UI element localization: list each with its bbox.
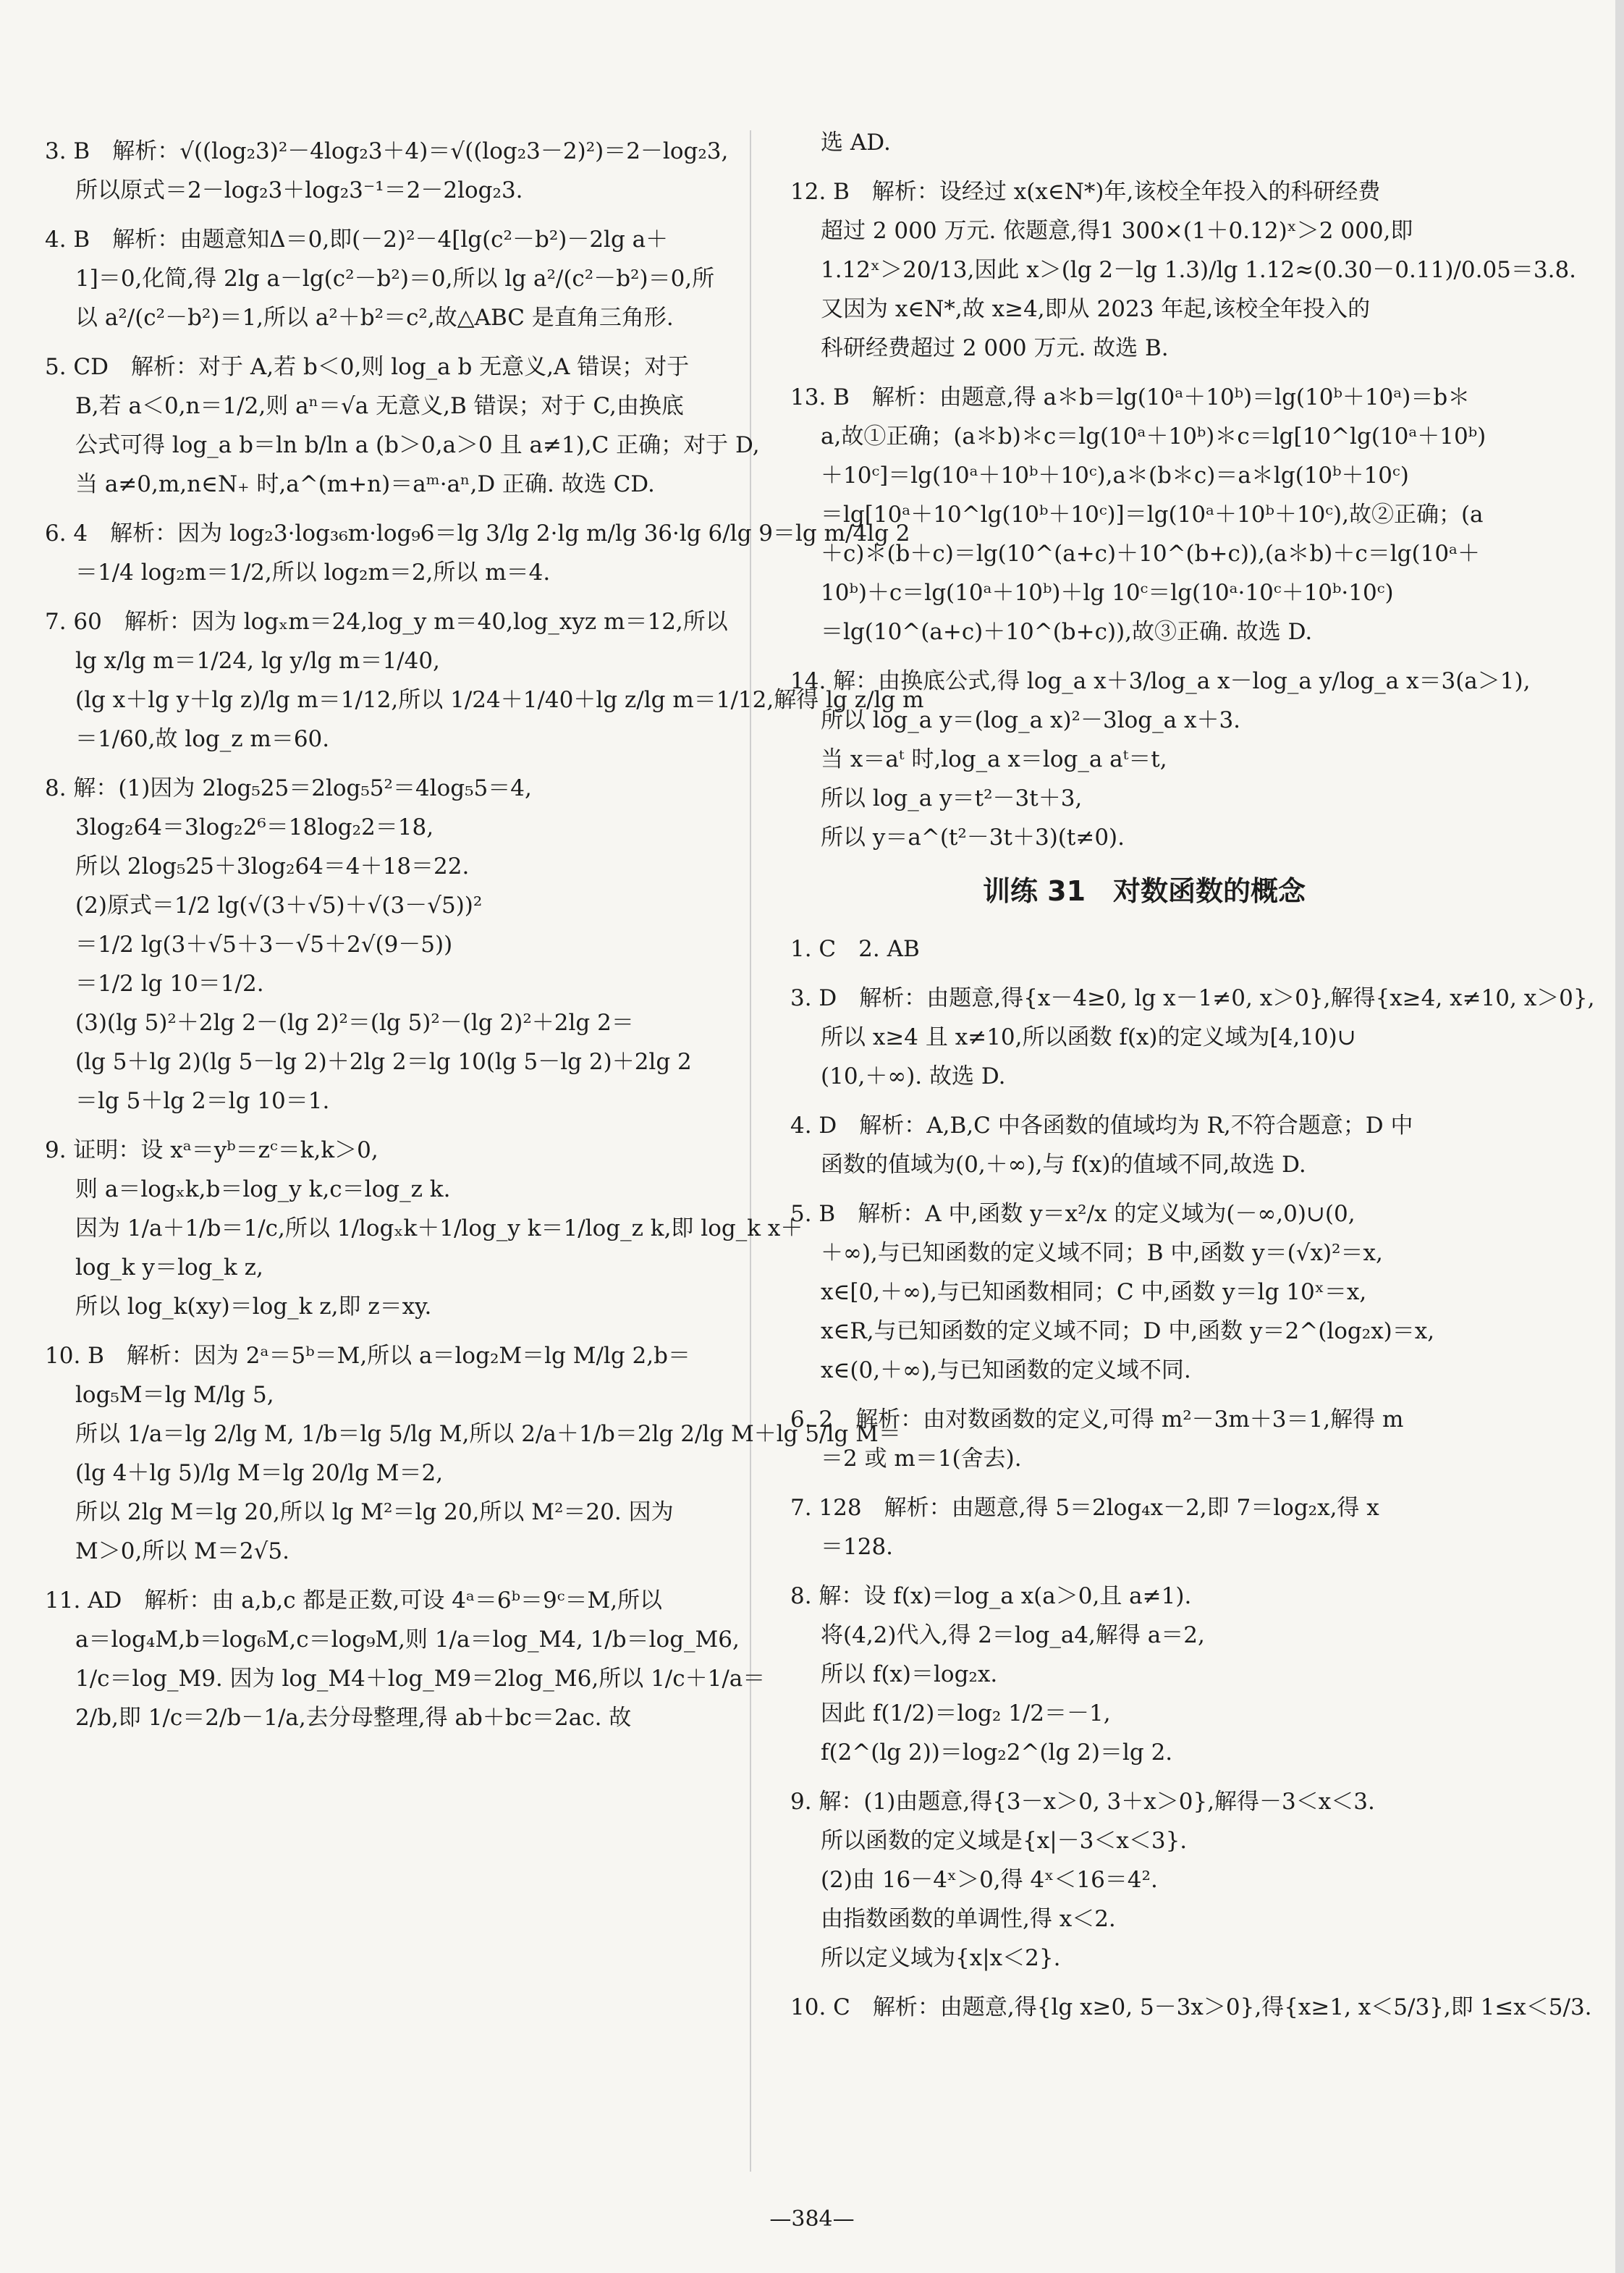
- answer-line: 所以 log_a y＝t²－3t＋3,: [821, 785, 1083, 811]
- answer-line: 所以 log_a y＝(log_a x)²－3log_a x＋3.: [821, 707, 1241, 733]
- answer-item-start: 5. B 解析：A 中,函数 y＝x²/x 的定义域为(－∞,0)∪(0,: [790, 1201, 1356, 1227]
- answer-line: ＝lg[10ᵃ＋10^lg(10ᵇ＋10ᶜ)]＝lg(10ᵃ＋10ᵇ＋10ᶜ),故②正确；(a: [821, 502, 1484, 528]
- answer-line: 所以 2log₅25＋3log₂64＝4＋18＝22.: [75, 853, 470, 880]
- answer-item-start: 4. D 解析：A,B,C 中各函数的值域均为 R,不符合题意；D 中: [790, 1113, 1413, 1139]
- answer-line: 1.12ˣ＞20/13,因此 x＞(lg 2－lg 1.3)/lg 1.12≈(0.30－0.11)/0.05＝3.8.: [821, 257, 1577, 283]
- answer-line: 所以原式＝2－log₂3＋log₂3⁻¹＝2－2log₂3.: [75, 177, 523, 203]
- answer-line: (lg 5＋lg 2)(lg 5－lg 2)＋2lg 2＝lg 10(lg 5－lg 2)＋2lg 2: [75, 1049, 692, 1075]
- answer-line: 1/c＝log_M9. 因为 log_M4＋log_M9＝2log_M6,所以 1/c＋1/a＝: [75, 1666, 766, 1692]
- answer-line: x∈R,与已知函数的定义域不同；D 中,函数 y＝2^(log₂x)＝x,: [821, 1318, 1435, 1344]
- answer-line: ＋c)＊(b＋c)＝lg(10^(a+c)＋10^(b+c)),(a＊b)＋c＝lg(10ᵃ＋: [821, 541, 1481, 567]
- answer-item-start: 9. 解：(1)由题意,得{3－x＞0, 3＋x＞0},解得－3＜x＜3.: [790, 1789, 1375, 1815]
- answer-line: 所以函数的定义域是{x|－3＜x＜3}.: [821, 1828, 1188, 1854]
- answer-line: B,若 a＜0,n＝1/2,则 aⁿ＝√a 无意义,B 错误；对于 C,由换底: [75, 393, 684, 419]
- answer-item-start: 9. 证明：设 xᵃ＝yᵇ＝zᶜ＝k,k＞0,: [45, 1137, 378, 1163]
- answer-line: ＝128.: [821, 1534, 894, 1560]
- answer-line: (lg x＋lg y＋lg z)/lg m＝1/12,所以 1/24＋1/40＋lg z/lg m＝1/12,解得 lg z/lg m: [75, 687, 924, 713]
- answer-line: x∈[0,＋∞),与已知函数相同；C 中,函数 y＝lg 10ˣ＝x,: [821, 1279, 1367, 1305]
- answer-line: ＋∞),与已知函数的定义域不同；B 中,函数 y＝(√x)²＝x,: [821, 1240, 1383, 1266]
- answer-line: ＝lg(10^(a+c)＋10^(b+c)),故③正确. 故选 D.: [821, 619, 1313, 645]
- answer-line: M＞0,所以 M＝2√5.: [75, 1538, 289, 1564]
- answer-line: log_k y＝log_k z,: [75, 1254, 263, 1281]
- answer-line: (lg 4＋lg 5)/lg M＝lg 20/lg M＝2,: [75, 1460, 444, 1486]
- answer-line: 所以 log_k(xy)＝log_k z,即 z＝xy.: [75, 1294, 432, 1320]
- answer-line: a,故①正确；(a＊b)＊c＝lg(10ᵃ＋10ᵇ)＊c＝lg[10^lg(10ᵃ＋10ᵇ): [821, 423, 1486, 450]
- answer-item-start: 4. B 解析：由题意知Δ＝0,即(－2)²－4[lg(c²－b²)－2lg a＋: [45, 227, 669, 253]
- answer-line: ＝1/60,故 log_z m＝60.: [75, 726, 330, 752]
- answer-line: (2)由 16－4ˣ＞0,得 4ˣ＜16＝4².: [821, 1867, 1158, 1893]
- answer-line: lg x/lg m＝1/24, lg y/lg m＝1/40,: [75, 648, 440, 674]
- answer-item-start: 6. 4 解析：因为 log₂3·log₃₆m·log₉6＝lg 3/lg 2·lg m/lg 36·lg 6/lg 9＝lg m/4lg 2: [45, 520, 910, 547]
- answer-line: 科研经费超过 2 000 万元. 故选 B.: [821, 335, 1169, 361]
- answer-item-start: 5. CD 解析：对于 A,若 b＜0,则 log_a b 无意义,A 错误；对于: [45, 354, 690, 380]
- answer-item-start: 3. D 解析：由题意,得{x－4≥0, lg x－1≠0, x＞0},解得{x≥4, x≠10, x＞0},: [790, 985, 1595, 1011]
- answer-item-start: 6. 2 解析：由对数函数的定义,可得 m²－3m＋3＝1,解得 m: [790, 1407, 1404, 1433]
- page-edge: [1615, 0, 1624, 2273]
- answer-line: 则 a＝logₓk,b＝log_y k,c＝log_z k.: [75, 1176, 451, 1202]
- answer-line: 所以 y＝a^(t²－3t＋3)(t≠0).: [821, 825, 1125, 851]
- answer-line: f(2^(lg 2))＝log₂2^(lg 2)＝lg 2.: [821, 1739, 1173, 1766]
- answer-line: (10,＋∞). 故选 D.: [821, 1063, 1006, 1089]
- answer-line: 又因为 x∈N*,故 x≥4,即从 2023 年起,该校全年投入的: [821, 296, 1371, 322]
- answer-line: ＝2 或 m＝1(舍去).: [821, 1446, 1022, 1472]
- answer-line: x∈(0,＋∞),与已知函数的定义域不同.: [821, 1357, 1191, 1383]
- right-column: [790, 123, 1595, 2027]
- answer-line: 1]＝0,化简,得 2lg a－lg(c²－b²)＝0,所以 lg a²/(c²－b²)＝0,所: [75, 266, 715, 292]
- answer-line: 所以 1/a＝lg 2/lg M, 1/b＝lg 5/lg M,所以 2/a＋1/b＝2lg 2/lg M＋lg 5/lg M＝: [75, 1421, 901, 1447]
- answer-line: 2/b,即 1/c＝2/b－1/a,去分母整理,得 ab＋bc＝2ac. 故: [75, 1705, 632, 1731]
- answer-line: ＝1/2 lg 10＝1/2.: [75, 971, 264, 997]
- answer-item-start: 8. 解：设 f(x)＝log_a x(a＞0,且 a≠1).: [790, 1583, 1192, 1609]
- answer-item-start: 14. 解：由换底公式,得 log_a x＋3/log_a x－log_a y/log_a x＝3(a＞1),: [790, 668, 1531, 694]
- answer-item-start: 10. B 解析：因为 2ᵃ＝5ᵇ＝M,所以 a＝log₂M＝lg M/lg 2,b＝: [45, 1343, 690, 1369]
- answer-line: ＋10ᶜ]＝lg(10ᵃ＋10ᵇ＋10ᶜ),a＊(b＊c)＝a＊lg(10ᵇ＋10ᶜ): [821, 463, 1409, 489]
- answer-line: 因此 f(1/2)＝log₂ 1/2＝－1,: [821, 1700, 1111, 1726]
- answer-item-start: 7. 60 解析：因为 logₓm＝24,log_y m＝40,log_xyz m＝12,所以: [45, 609, 728, 635]
- answer-item-start: 1. C 2. AB: [790, 936, 920, 962]
- page-number: —384—: [769, 2206, 855, 2232]
- answer-line: 选 AD.: [821, 130, 891, 156]
- answer-line: 10ᵇ)＋c＝lg(10ᵃ＋10ᵇ)＋lg 10ᶜ＝lg(10ᵃ·10ᶜ＋10ᵇ·10ᶜ): [821, 580, 1394, 606]
- answer-item-start: 13. B 解析：由题意,得 a＊b＝lg(10ᵃ＋10ᵇ)＝lg(10ᵇ＋10ᵃ)＝b＊: [790, 384, 1471, 410]
- answer-line: (2)原式＝1/2 lg(√(3＋√5)＋√(3－√5))²: [75, 893, 483, 919]
- answer-item-start: 3. B 解析：√((log₂3)²－4log₂3＋4)＝√((log₂3－2)²)＝2－log₂3,: [45, 138, 729, 164]
- answer-line: 所以 x≥4 且 x≠10,所以函数 f(x)的定义域为[4,10)∪: [821, 1024, 1356, 1050]
- answer-item-start: 11. AD 解析：由 a,b,c 都是正数,可设 4ᵃ＝6ᵇ＝9ᶜ＝M,所以: [45, 1587, 663, 1614]
- answer-item-start: 8. 解：(1)因为 2log₅25＝2log₅5²＝4log₅5＝4,: [45, 775, 532, 801]
- section-title: 训练 31 对数函数的概念: [982, 875, 1306, 907]
- answer-item-start: 7. 128 解析：由题意,得 5＝2log₄x－2,即 7＝log₂x,得 x: [790, 1495, 1379, 1521]
- answer-line: 所以定义域为{x|x＜2}.: [821, 1945, 1061, 1971]
- answer-line: 将(4,2)代入,得 2＝log_a4,解得 a＝2,: [821, 1622, 1205, 1648]
- answer-line: ＝1/4 log₂m＝1/2,所以 log₂m＝2,所以 m＝4.: [75, 560, 551, 586]
- answer-line: 所以 2lg M＝lg 20,所以 lg M²＝lg 20,所以 M²＝20. 因为: [75, 1499, 674, 1525]
- answer-line: 3log₂64＝3log₂2⁶＝18log₂2＝18,: [75, 814, 434, 840]
- answer-item-start: 10. C 解析：由题意,得{lg x≥0, 5－3x＞0},得{x≥1, x＜5/3},即 1≤x＜5/3.: [790, 1994, 1592, 2020]
- answer-item-start: 12. B 解析：设经过 x(x∈N*)年,该校全年投入的科研经费: [790, 179, 1381, 205]
- answer-line: 因为 1/a＋1/b＝1/c,所以 1/logₓk＋1/log_y k＝1/log_z k,即 log_k x＋: [75, 1215, 803, 1241]
- answer-line: a＝log₄M,b＝log₆M,c＝log₉M,则 1/a＝log_M4, 1/b＝log_M6,: [75, 1627, 740, 1653]
- answer-line: ＝1/2 lg(3＋√5＋3－√5＋2√(9－5)): [75, 932, 453, 958]
- answer-line: 公式可得 log_a b＝ln b/ln a (b＞0,a＞0 且 a≠1),C 正确；对于 D,: [75, 432, 760, 458]
- answer-line: 由指数函数的单调性,得 x＜2.: [821, 1906, 1116, 1932]
- answer-line: 当 a≠0,m,n∈N₊ 时,a^(m+n)＝aᵐ·aⁿ,D 正确. 故选 CD.: [75, 471, 655, 497]
- answer-line: 当 x＝aᵗ 时,log_a x＝log_a aᵗ＝t,: [821, 746, 1167, 772]
- answer-line: log₅M＝lg M/lg 5,: [75, 1382, 274, 1408]
- answer-line: 所以 f(x)＝log₂x.: [821, 1661, 998, 1687]
- answer-line: 超过 2 000 万元. 依题意,得1 300×(1＋0.12)ˣ＞2 000,即: [821, 218, 1413, 244]
- answer-line: 函数的值域为(0,＋∞),与 f(x)的值域不同,故选 D.: [821, 1152, 1306, 1178]
- answer-line: (3)(lg 5)²＋2lg 2－(lg 2)²＝(lg 5)²－(lg 2)²＋2lg 2＝: [75, 1010, 634, 1036]
- answer-line: ＝lg 5＋lg 2＝lg 10＝1.: [75, 1088, 330, 1114]
- answer-line: 以 a²/(c²－b²)＝1,所以 a²＋b²＝c²,故△ABC 是直角三角形.: [75, 305, 674, 331]
